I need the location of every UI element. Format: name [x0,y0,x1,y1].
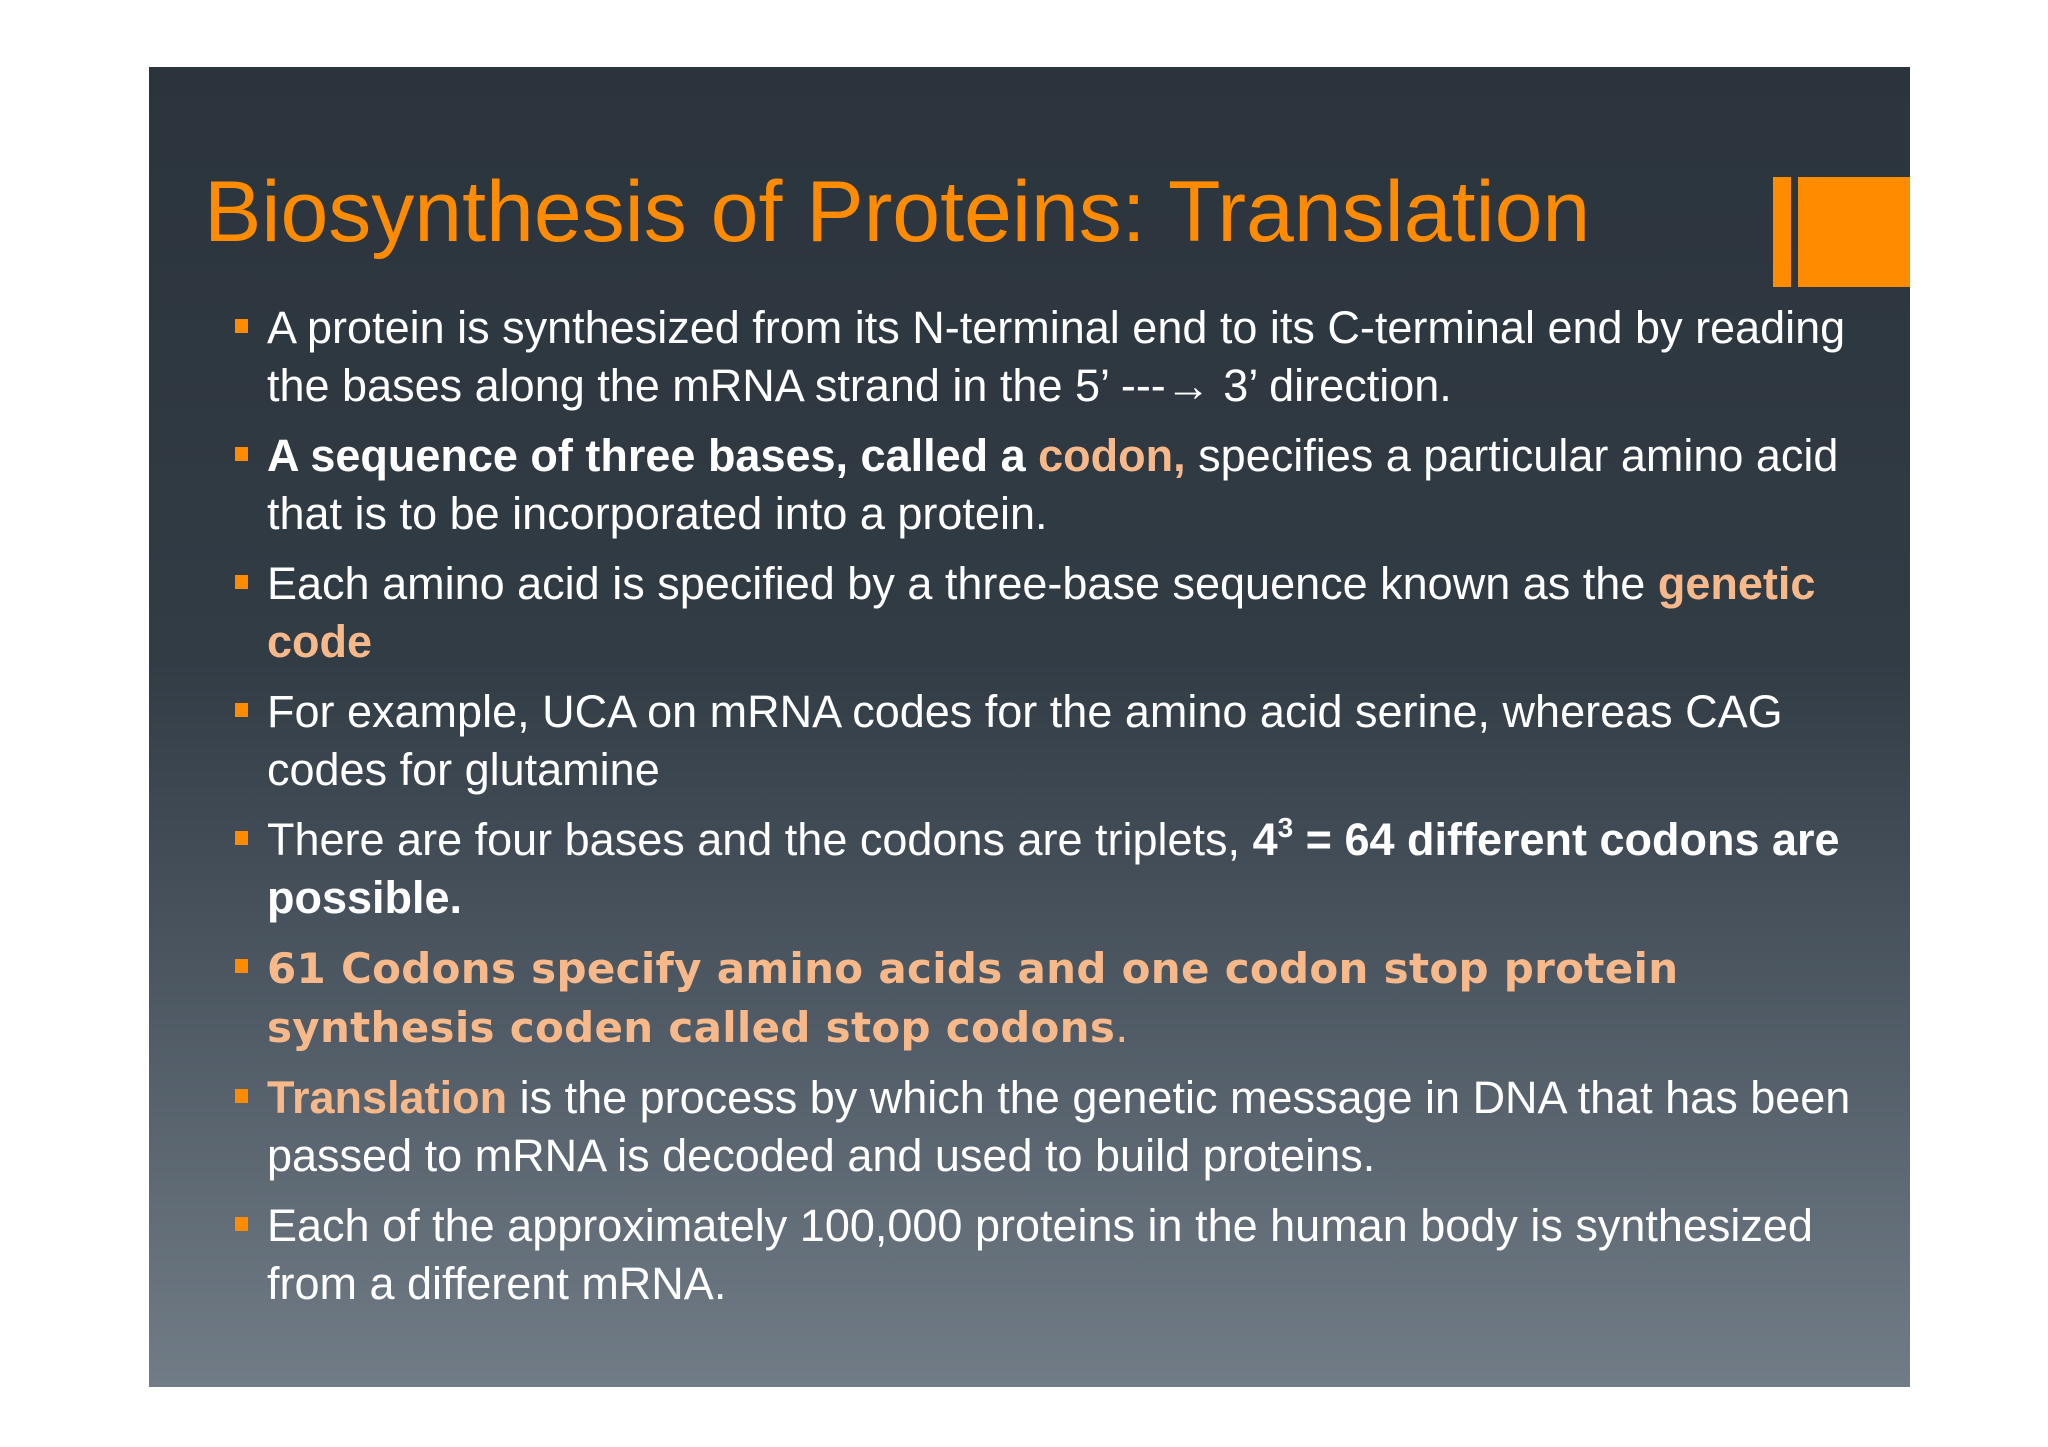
bullet-bold-text: A sequence of three bases, called a [267,430,1039,481]
bullet-square-icon [235,703,248,717]
bullet-item [235,427,1875,543]
bullet-bold-text: = 64 different codons are possible. [267,814,1840,923]
bullet-text: is the process by which the genetic message in DNA that has been passed to mRNA is decoded and used to build proteins. [267,1072,1851,1181]
bullet-square-icon [235,447,248,461]
title-accent-block [1798,177,1910,287]
bullet-highlight-text: 61 Codons specify amino acids and one codon stop protein synthesis coden called stop codons [267,944,1679,1052]
title-accent-bar [1773,177,1791,287]
bullet-square-icon [235,1089,248,1103]
bullet-list [235,299,1875,1325]
bullet-item [235,299,1875,415]
bullet-term-codon: codon, [1038,430,1186,481]
bullet-square-icon [235,575,248,589]
bullet-item [235,939,1875,1057]
bullet-bold-exponent: 3 [1277,812,1294,843]
bullet-text: specifies a particular amino acid that is to be incorporated into a protein. [267,430,1839,539]
bullet-term-genetic-code: genetic code [267,558,1816,667]
bullet-bold-base: 4 [1252,814,1278,865]
bullet-item [235,811,1875,927]
bullet-text: There are four bases and the codons are triplets, [267,814,1253,865]
slide [149,67,1910,1387]
bullet-text: Each of the approximately 100,000 proteins in the human body is synthesized from a different mRNA. [267,1200,1813,1309]
bullet-item [235,555,1875,671]
bullet-item [235,1197,1875,1313]
bullet-text: For example, UCA on mRNA codes for the amino acid serine, whereas CAG codes for glutamine [267,686,1783,795]
bullet-text: A protein is synthesized from its N-terminal end to its C-terminal end by reading the bases along the mRNA strand in the 5’ ---→ 3’ direction. [267,302,1846,411]
bullet-square-icon [235,319,248,333]
bullet-item [235,1069,1875,1185]
slide-title: Biosynthesis of Proteins: Translation [204,164,1591,260]
bullet-text: Each amino acid is specified by a three-base sequence known as the [267,558,1658,609]
bullet-square-icon [235,831,248,845]
bullet-period: . [1115,1003,1129,1052]
bullet-square-icon [235,1217,248,1231]
bullet-term-translation: Translation [267,1072,508,1123]
bullet-square-icon [235,959,248,973]
bullet-item [235,683,1875,799]
